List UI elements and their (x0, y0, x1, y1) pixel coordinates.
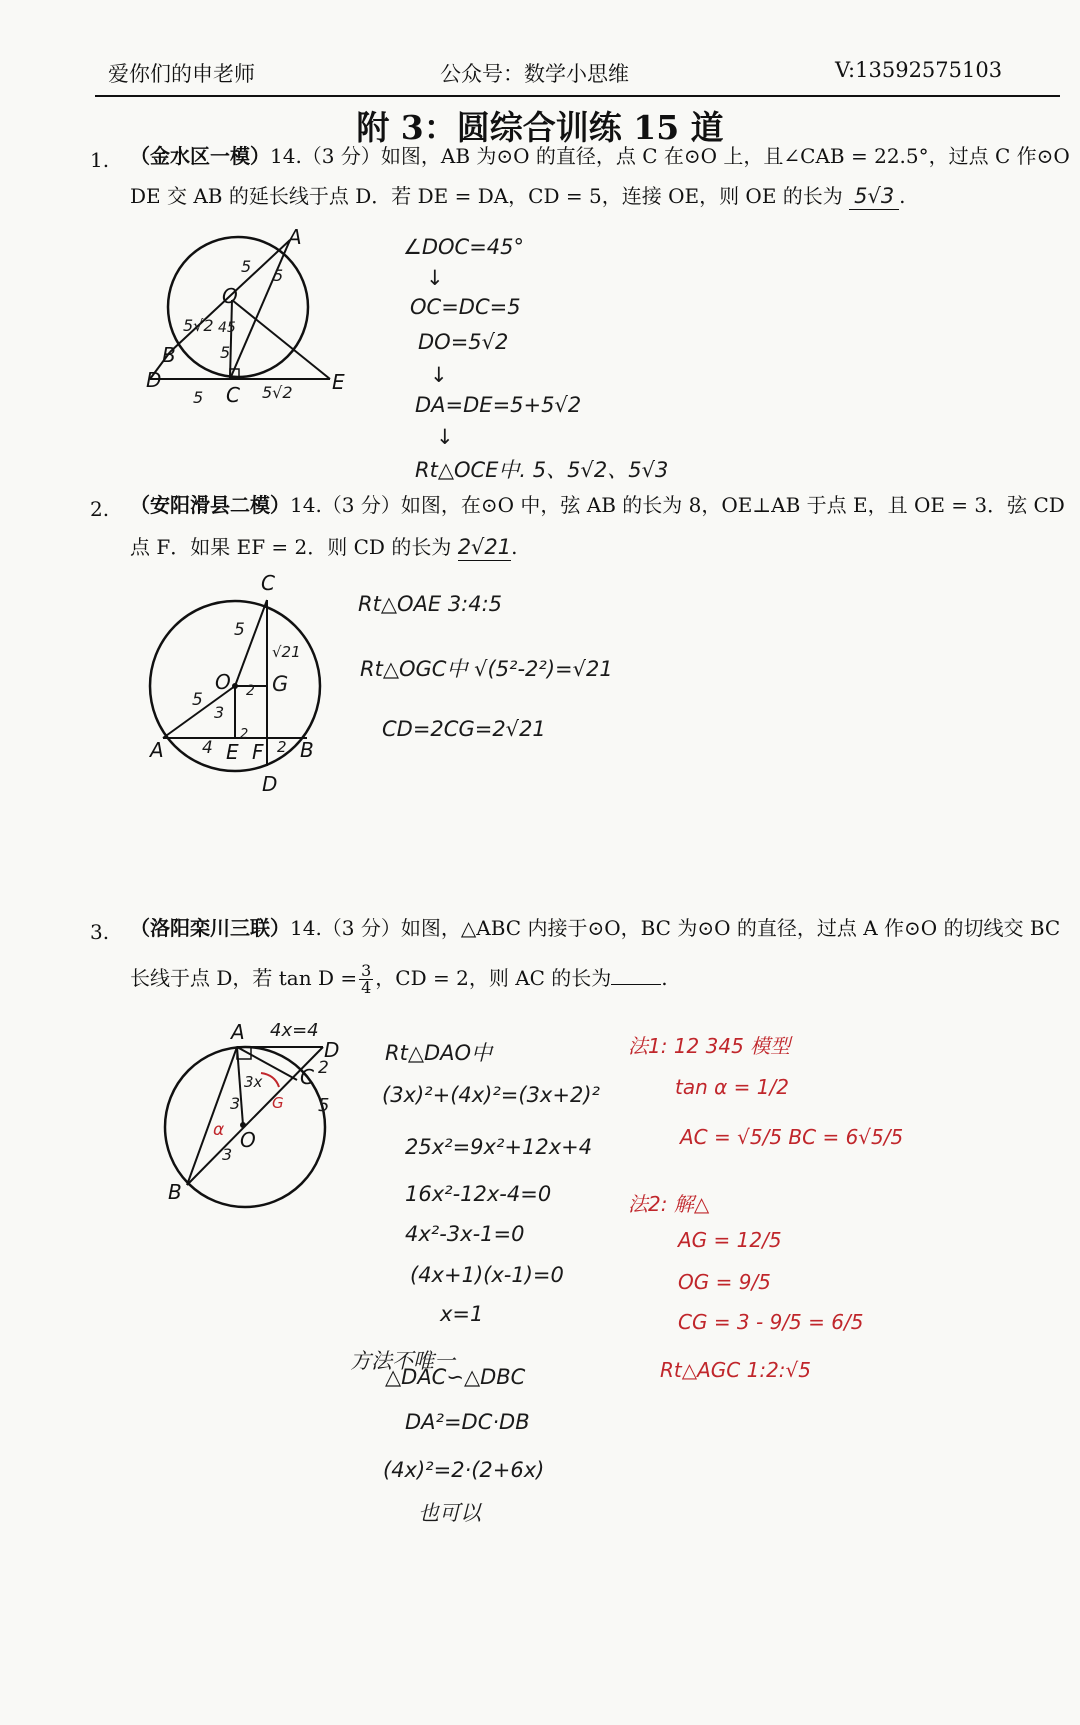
problem-2-number: 2. (90, 497, 110, 521)
p2-radius-oc (235, 600, 267, 686)
p1-work-7: ↓ (436, 425, 454, 449)
p1-circle (168, 237, 308, 377)
p3-mark-g: G (272, 1094, 284, 1112)
p1-work-5: ↓ (430, 363, 448, 387)
p2-center-dot (232, 683, 238, 689)
p1-label-d: D (146, 368, 162, 392)
p2-work-1: Rt△OAE 3:4:5 (358, 592, 503, 616)
p2-mark-oa: 5 (192, 690, 203, 710)
problem-2-line1 (130, 492, 1070, 518)
p1-work-3: OC=DC=5 (410, 295, 521, 319)
problem-3-number: 3. (90, 920, 110, 944)
problem-3-source: （洛阳栾川三联） (130, 916, 290, 940)
p3-mark-alpha: α (213, 1120, 225, 1140)
p1-label-b: B (162, 343, 176, 367)
header-author: 爱你们的申老师 (108, 62, 255, 86)
problem-1-end: . (899, 184, 906, 208)
p1-mark-oa2: 5 (273, 266, 284, 285)
p2-mark-cg: √21 (272, 643, 301, 661)
problem-3-end: . (661, 966, 668, 990)
p2-mark-oc: 5 (234, 620, 245, 640)
page-title: 附 3：圆综合训练 15 道 (356, 108, 724, 147)
p2-label-o: O (215, 670, 231, 694)
problem-2-line2 (130, 534, 518, 561)
p3-label-c: C (300, 1065, 314, 1089)
p1-mark-oc: 5 (220, 343, 231, 362)
p3-label-o: O (240, 1128, 256, 1152)
p2-mark-oe: 3 (214, 703, 225, 722)
problem-2-end: . (511, 535, 518, 559)
p1-line-ac (230, 240, 290, 379)
p1-line-oc (230, 300, 232, 379)
p3-mark-3x: 3x (244, 1073, 263, 1091)
problem-3-diagram (165, 1035, 365, 1215)
p1-mark-ce: 5√2 (262, 383, 293, 402)
p1-label-c: C (226, 383, 240, 407)
p2-mark-fb: 2 (277, 738, 287, 756)
p2-label-c: C (261, 571, 275, 595)
problem-2-text2: 点 F．如果 EF = 2．则 CD 的长为 (130, 535, 452, 559)
p3-work-12: 也可以 (418, 1501, 481, 1525)
problem-1-number: 1. (90, 148, 110, 172)
problem-2-answer: 2√21 (457, 535, 512, 559)
p3-red-3: AC = √5/5 BC = 6√5/5 (680, 1125, 904, 1149)
p3-red-6: OG = 9/5 (678, 1270, 771, 1294)
p3-work-10: DA²=DC·DB (405, 1410, 530, 1434)
p3-red-2: tan α = 1/2 (675, 1075, 789, 1099)
header-contact: V:13592575103 (835, 58, 1003, 82)
p1-mark-oa: 5 (241, 257, 252, 276)
p3-work-9: △DAC∽△DBC (385, 1365, 526, 1389)
problem-3-tan-fraction (359, 963, 373, 996)
p2-mark-ae: 4 (202, 738, 213, 758)
p3-work-4: 16x²-12x-4=0 (405, 1182, 552, 1206)
p3-mark-5: 5 (318, 1095, 330, 1116)
p1-mark-ob: 5√2 (183, 316, 214, 335)
p3-work-5: 4x²-3x-1=0 (405, 1222, 525, 1246)
p3-red-7: CG = 3 - 9/5 = 6/5 (678, 1310, 864, 1334)
p3-mark-3b: 3 (222, 1145, 233, 1164)
tan-numerator: 3 (361, 961, 372, 980)
problem-2-source: （安阳滑县二模） (130, 493, 290, 517)
p2-mark-ef: 2 (240, 727, 249, 742)
p2-label-d: D (262, 772, 278, 796)
p2-label-g: G (272, 672, 289, 696)
p3-label-b: B (168, 1180, 182, 1204)
p1-work-4: DO=5√2 (418, 330, 509, 354)
p1-mark-angle: 45 (218, 320, 236, 336)
p1-work-2: ↓ (426, 266, 444, 290)
p3-mark-cd: 2 (318, 1058, 329, 1078)
p2-work-2: Rt△OGC中 √(5²-2²)=√21 (360, 657, 613, 681)
problem-1-text1: 14.（3 分）如图，AB 为⊙O 的直径，点 C 在⊙O 上，且∠CAB = 22.5°，过点 C 作⊙O (270, 144, 1070, 168)
p3-red-4: 法2: 解△ (628, 1192, 710, 1216)
problem-1-source: （金水区一模） (130, 144, 270, 168)
problem-3-text3: ，CD = 2，则 AC 的长为 (375, 966, 612, 990)
p3-red-5: AG = 12/5 (678, 1228, 782, 1252)
p3-work-1: Rt△DAO中 (385, 1041, 493, 1065)
p3-label-d: D (324, 1038, 340, 1062)
p3-work-3: 25x²=9x²+12x+4 (405, 1135, 593, 1159)
p1-label-o: O (222, 284, 238, 308)
problem-1-text2: DE 交 AB 的延长线于点 D．若 DE = DA，CD = 5，连接 OE，则 OE 的长为 (130, 184, 843, 208)
problem-1-answer: 5√3 (849, 183, 899, 210)
problem-3-text2: 长线于点 D，若 tan D = (130, 966, 358, 990)
p3-red-arc (261, 1073, 279, 1087)
p3-work-11: (4x)²=2·(2+6x) (383, 1458, 545, 1482)
problem-3-text1: 14.（3 分）如图，△ABC 内接于⊙O，BC 为⊙O 的直径，过点 A 作⊙O 的切线交 BC (290, 916, 1061, 940)
p2-mark-og: 2 (246, 683, 255, 699)
p2-label-b: B (300, 738, 314, 762)
p3-label-a: A (231, 1020, 245, 1044)
p3-red-1: 法1: 12 345 模型 (628, 1034, 791, 1058)
p2-label-a: A (150, 738, 164, 762)
p1-work-6: DA=DE=5+5√2 (415, 393, 582, 417)
p1-label-e: E (332, 370, 345, 394)
p3-mark-3a: 3 (230, 1094, 241, 1113)
tan-denominator: 4 (361, 978, 372, 997)
problem-1-line2 (130, 183, 906, 210)
header-rule (95, 95, 1060, 97)
p2-label-e: E (226, 740, 239, 764)
problem-3-line1 (130, 915, 1070, 941)
header-account: 公众号：数学小思维 (440, 62, 629, 86)
p3-work-7: x=1 (440, 1302, 484, 1326)
p1-work-8: Rt△OCE中. 5、5√2、5√3 (415, 458, 669, 482)
problem-3-line2 (130, 963, 668, 996)
p3-mark-ad: 4x=4 (270, 1020, 319, 1041)
p3-work-6: (4x+1)(x-1)=0 (410, 1263, 564, 1287)
p1-label-a: A (288, 225, 302, 249)
p3-red-8: Rt△AGC 1:2:√5 (660, 1358, 812, 1382)
p1-mark-dc: 5 (193, 388, 204, 407)
p2-work-3: CD=2CG=2√21 (382, 717, 546, 741)
p3-work-2: (3x)²+(4x)²=(3x+2)² (382, 1083, 600, 1107)
problem-3-answer-blank (611, 984, 661, 985)
problem-2-text1: 14.（3 分）如图，在⊙O 中，弦 AB 的长为 8，OE⊥AB 于点 E，且 OE = 3．弦 CD (290, 493, 1065, 517)
p1-work-1: ∠DOC=45° (403, 235, 525, 259)
p3-work-8: 方法不唯一 (350, 1349, 455, 1373)
p2-label-f: F (252, 740, 264, 764)
p3-line-ab (187, 1047, 237, 1185)
problem-1-line1 (130, 143, 1070, 169)
